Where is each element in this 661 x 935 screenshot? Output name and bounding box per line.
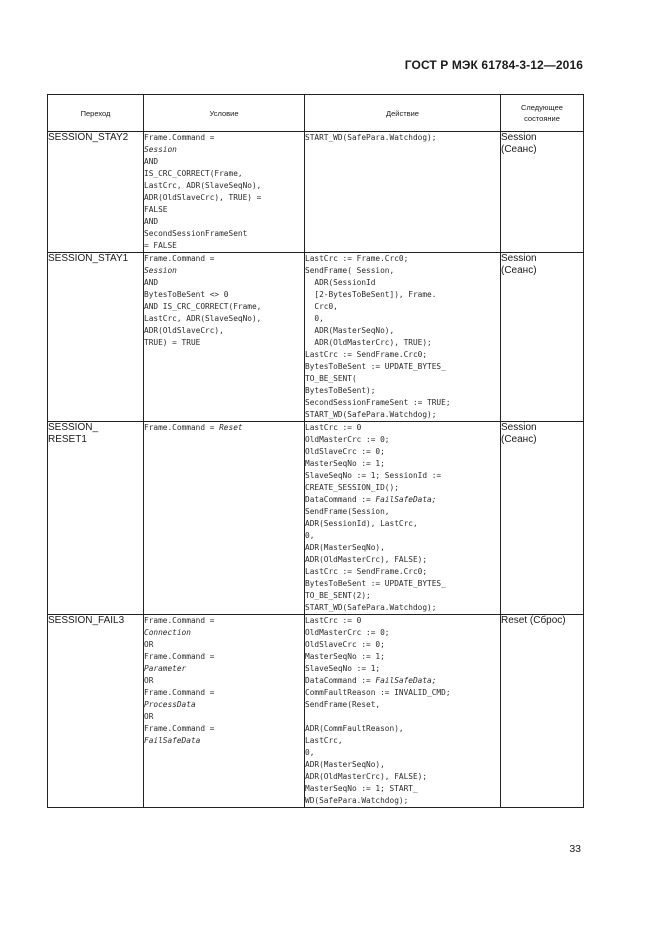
- condition-cell: [144, 422, 305, 615]
- transition-cell: SESSION_ RESET1: [48, 422, 144, 615]
- action-line: LastCrc := 0: [305, 423, 362, 432]
- condition-line: Parameter: [144, 664, 187, 673]
- action-line: BytesToBeSent := UPDATE_BYTES_: [305, 362, 446, 371]
- condition-cell: [144, 615, 305, 808]
- action-line: 0,: [305, 531, 315, 540]
- next-state-cell: Session (Сеанс): [501, 253, 584, 422]
- action-line: SendFrame( Session,: [305, 266, 395, 275]
- action-line: ADR(OldMasterCrc), TRUE);: [305, 338, 432, 347]
- condition-line: BytesToBeSent <> 0: [144, 290, 229, 299]
- transition-cell: SESSION_STAY2: [48, 132, 144, 253]
- page-number: 33: [569, 843, 581, 855]
- action-line: MasterSeqNo := 1;: [305, 459, 385, 468]
- condition-line: Frame.Command =: [144, 724, 215, 733]
- action-line: SlaveSeqNo := 1; SessionId :=: [305, 471, 442, 480]
- action-line: SendFrame(Reset,: [305, 700, 381, 709]
- action-line: ADR(SessionId: [305, 278, 376, 287]
- action-cell: [305, 132, 501, 253]
- condition-line: Frame.Command =: [144, 254, 215, 263]
- condition-line: AND: [144, 217, 159, 226]
- column-header-transition: Переход: [48, 95, 144, 132]
- condition-cell: [144, 253, 305, 422]
- column-header-condition: Условие: [144, 95, 305, 132]
- action-line: ADR(CommFaultReason),: [305, 724, 404, 733]
- action-line: ADR(MasterSeqNo),: [305, 326, 395, 335]
- condition-line: Connection: [144, 628, 191, 637]
- condition-line: ProcessData: [144, 700, 196, 709]
- action-line: ADR(MasterSeqNo),: [305, 543, 385, 552]
- action-line: TO_BE_SENT(2);: [305, 591, 371, 600]
- action-line: 0,: [305, 748, 315, 757]
- next-state-cell: Session (Сеанс): [501, 422, 584, 615]
- state-transition-table: [47, 94, 584, 808]
- action-line: START_WD(SafePara.Watchdog);: [305, 410, 437, 419]
- action-line: LastCrc := SendFrame.Crc0;: [305, 567, 428, 576]
- action-line: OldSlaveCrc := 0;: [305, 640, 385, 649]
- action-line: WD(SafePara.Watchdog);: [305, 796, 409, 805]
- action-line: CommFaultReason := INVALID_CMD;: [305, 688, 451, 697]
- identifier-italic: Reset: [219, 423, 243, 432]
- condition-line: Session: [144, 266, 177, 275]
- action-line: OldSlaveCrc := 0;: [305, 447, 385, 456]
- action-line: DataCommand := FailSafeData;: [305, 495, 437, 504]
- table-row: [48, 422, 584, 615]
- action-line: ADR(OldMasterCrc), FALSE);: [305, 555, 428, 564]
- action-line: SendFrame(Session,: [305, 507, 390, 516]
- action-line: LastCrc := Frame.Crc0;: [305, 254, 409, 263]
- action-line: MasterSeqNo := 1; START_: [305, 784, 418, 793]
- transition-cell: SESSION_STAY1: [48, 253, 144, 422]
- next-state-cell: Session (Сеанс): [501, 132, 584, 253]
- action-line: DataCommand := FailSafeData;: [305, 676, 437, 685]
- action-line: LastCrc := SendFrame.Crc0;: [305, 350, 428, 359]
- condition-line: ADR(OldSlaveCrc),: [144, 326, 224, 335]
- action-cell: [305, 253, 501, 422]
- condition-line: AND: [144, 157, 159, 166]
- action-line: Crc0,: [305, 302, 338, 311]
- action-cell: [305, 615, 501, 808]
- column-header-next-state: Следующее состояние: [501, 95, 584, 132]
- action-line: [2-BytesToBeSent]), Frame.: [305, 290, 437, 299]
- condition-line: AND IS_CRC_CORRECT(Frame,: [144, 302, 262, 311]
- action-line: MasterSeqNo := 1;: [305, 652, 385, 661]
- condition-line: Frame.Command =: [144, 616, 215, 625]
- table-row: [48, 253, 584, 422]
- action-line: BytesToBeSent);: [305, 386, 376, 395]
- condition-line: = FALSE: [144, 241, 177, 250]
- condition-line: FALSE: [144, 205, 168, 214]
- action-cell: [305, 422, 501, 615]
- action-line: SecondSessionFrameSent := TRUE;: [305, 398, 451, 407]
- action-line: OldMasterCrc := 0;: [305, 435, 390, 444]
- condition-line: IS_CRC_CORRECT(Frame,: [144, 169, 243, 178]
- condition-line: Frame.Command = Reset: [144, 423, 243, 432]
- condition-line: TRUE) = TRUE: [144, 338, 201, 347]
- table-row: [48, 615, 584, 808]
- action-line: LastCrc,: [305, 736, 343, 745]
- action-line: BytesToBeSent := UPDATE_BYTES_: [305, 579, 446, 588]
- condition-line: AND: [144, 278, 159, 287]
- table-row: [48, 132, 584, 253]
- action-line: [305, 711, 500, 723]
- condition-line: Session: [144, 145, 177, 154]
- condition-line: LastCrc, ADR(SlaveSeqNo),: [144, 181, 262, 190]
- condition-line: FailSafeData: [144, 736, 201, 745]
- condition-line: LastCrc, ADR(SlaveSeqNo),: [144, 314, 262, 323]
- action-line: TO_BE_SENT(: [305, 374, 357, 383]
- action-line: START_WD(SafePara.Watchdog);: [305, 133, 437, 142]
- condition-line: ADR(OldSlaveCrc), TRUE) =: [144, 193, 262, 202]
- condition-line: OR: [144, 712, 154, 721]
- next-state-cell: Reset (Сброс): [501, 615, 584, 808]
- action-line: OldMasterCrc := 0;: [305, 628, 390, 637]
- transition-cell: SESSION_FAIL3: [48, 615, 144, 808]
- identifier-italic: FailSafeData;: [375, 676, 437, 685]
- action-line: 0,: [305, 314, 324, 323]
- document-header: ГОСТ Р МЭК 61784-3-12—2016: [404, 58, 583, 72]
- condition-line: Frame.Command =: [144, 133, 215, 142]
- action-line: CREATE_SESSION_ID();: [305, 483, 399, 492]
- action-line: ADR(OldMasterCrc), FALSE);: [305, 772, 428, 781]
- condition-line: OR: [144, 640, 154, 649]
- condition-line: Frame.Command =: [144, 652, 215, 661]
- action-line: LastCrc := 0: [305, 616, 362, 625]
- column-header-action: Действие: [305, 95, 501, 132]
- action-line: ADR(MasterSeqNo),: [305, 760, 385, 769]
- condition-line: Frame.Command =: [144, 688, 215, 697]
- table-header-row: [48, 95, 584, 132]
- identifier-italic: FailSafeData;: [375, 495, 437, 504]
- action-line: SlaveSeqNo := 1;: [305, 664, 381, 673]
- condition-line: SecondSessionFrameSent: [144, 229, 248, 238]
- condition-cell: [144, 132, 305, 253]
- action-line: START_WD(SafePara.Watchdog);: [305, 603, 437, 612]
- condition-line: OR: [144, 676, 154, 685]
- action-line: ADR(SessionId), LastCrc,: [305, 519, 418, 528]
